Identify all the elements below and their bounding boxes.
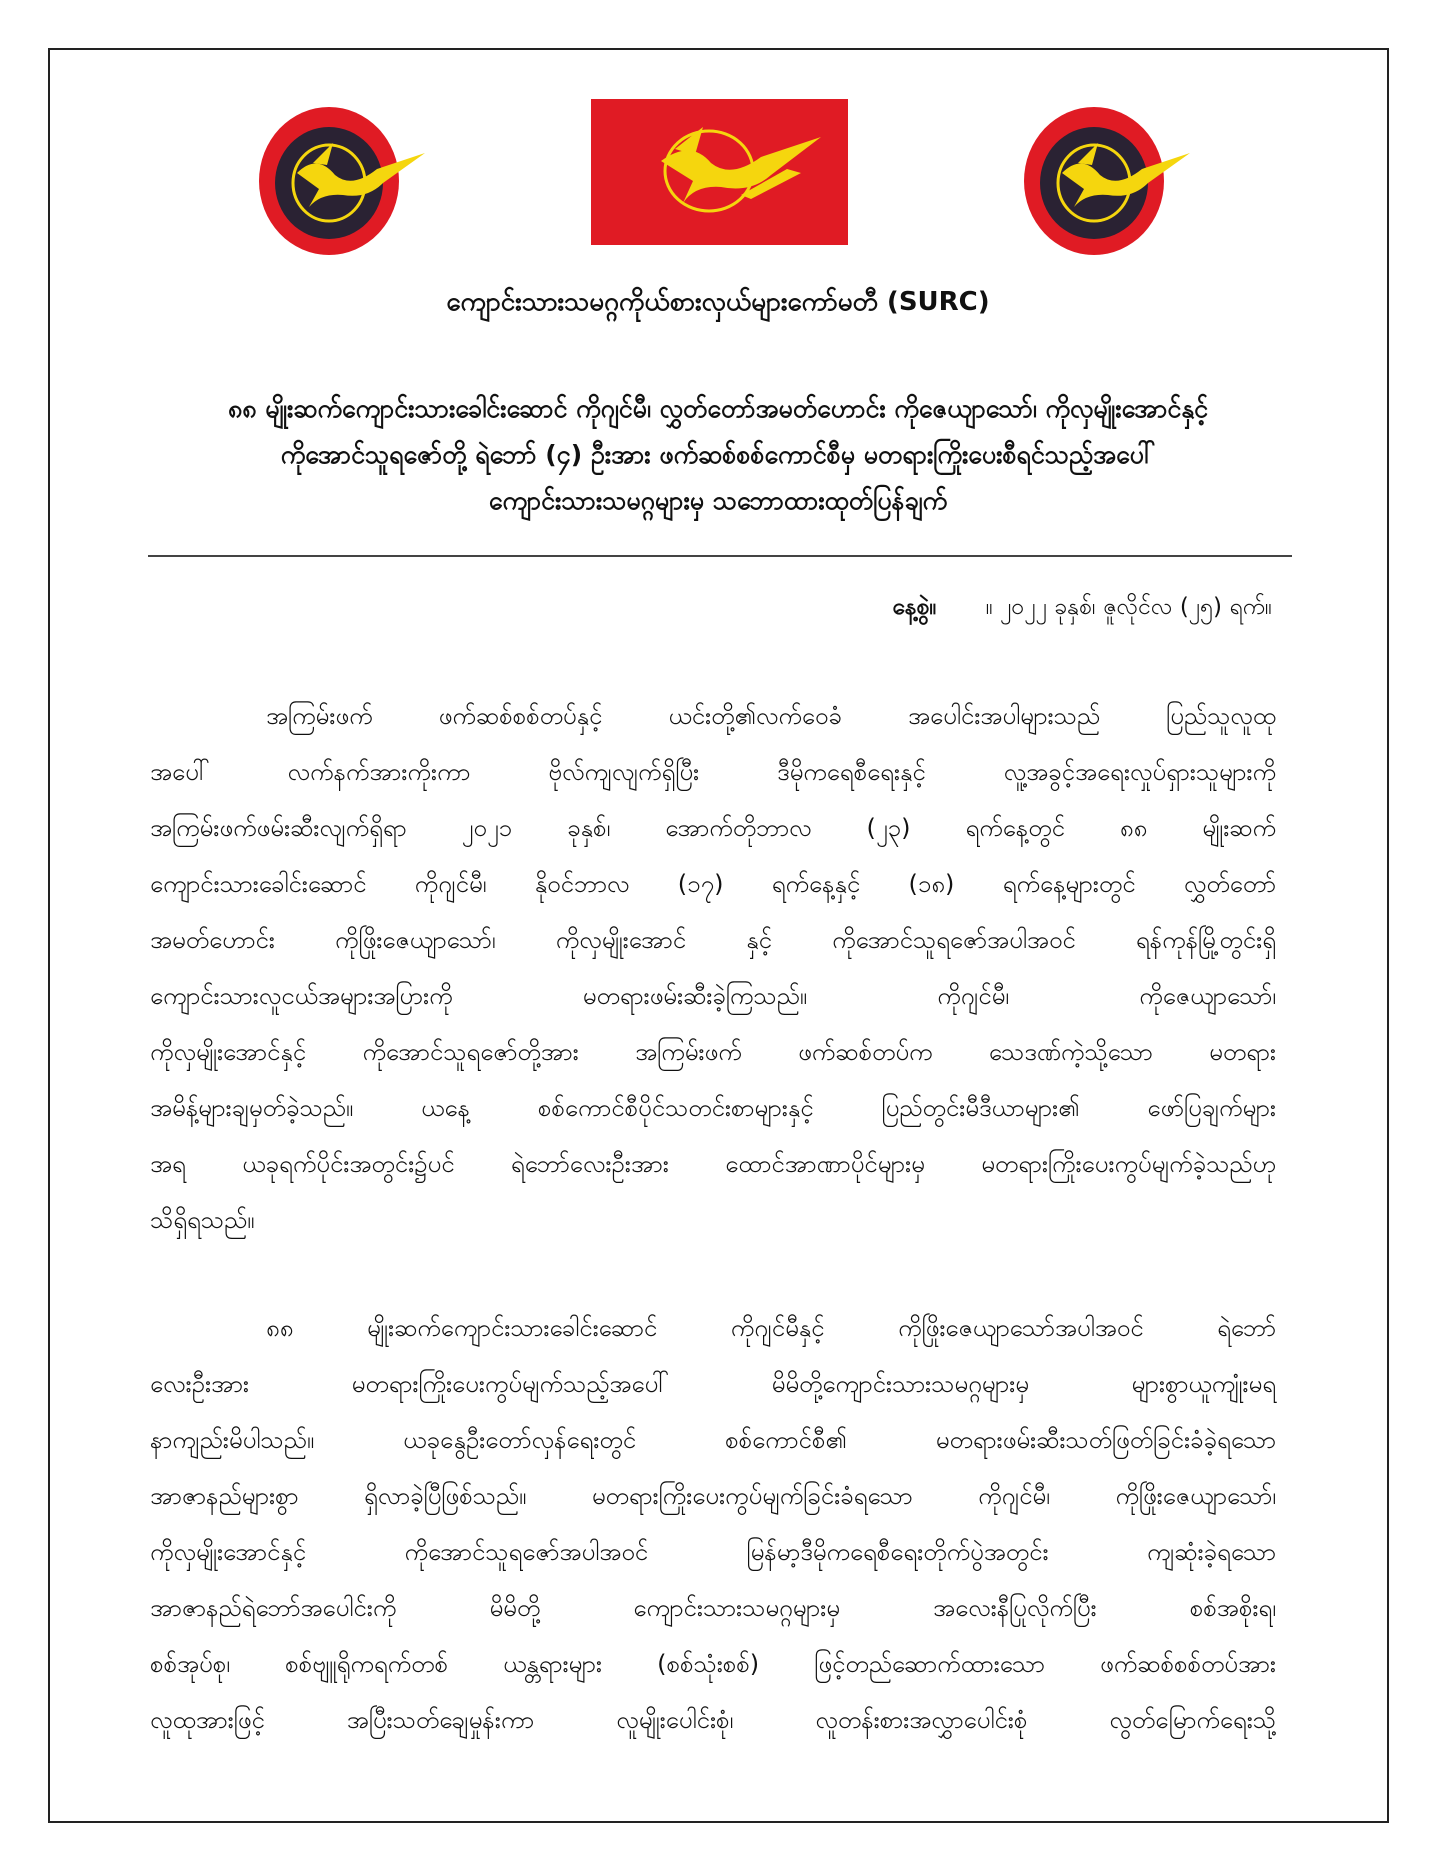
title-line: ကျောင်းသားသမဂ္ဂများမှ သဘောထားထုတ်ပြန်ချက်: [488, 486, 948, 515]
paragraph-line: အမိန့်များချမှတ်ခဲ့သည်။ ယနေ့ စစ်ကောင်စီပိုင်သတင်းစာများနှင့် ပြည်တွင်းမီဒီယာများ၏ ဖော်ပြချက်များ: [150, 1094, 1276, 1122]
paragraph-line: အပေါ် လက်နက်အားကိုးကာ ဗိုလ်ကျလျက်ရှိပြီး ဒီမိုကရေစီရေးနှင့် လူ့အခွင့်အရေးလှုပ်ရှားသူများကို: [150, 758, 1276, 786]
paragraph-line: သိရှိရသည်။: [150, 1206, 255, 1234]
paragraph-line: စစ်အုပ်စု၊ စစ်ဗျူရိုကရက်တစ် ယန္တရားများ (စစ်သုံးစစ်) ဖြင့်တည်ဆောက်ထားသော ဖက်ဆစ်စစ်တပ်အား: [150, 1650, 1276, 1678]
paragraph-1: [150, 688, 1276, 1248]
paragraph-line: အမတ်ဟောင်း ကိုဖြိုးဇေယျာသော်၊ ကိုလှမျိုးအောင် နှင့် ကိုအောင်သူရဇော်အပါအဝင် ရန်ကုန်မြို့တွင်းရှိ: [150, 926, 1276, 954]
paragraph-line: အရ ယခုရက်ပိုင်းအတွင်း၌ပင် ရဲဘော်လေးဦးအား ထောင်အာဏာပိုင်များမှ မတရားကြိုးပေးကွပ်မျက်ခဲ့သည်ဟု: [150, 1150, 1276, 1178]
paragraph-line: ၈၈ မျိုးဆက်ကျောင်းသားခေါင်းဆောင် ကိုဂျင်မီနှင့် ကိုဖြိုးဇေယျာသော်အပါအဝင် ရဲဘော်: [266, 1314, 1276, 1342]
paragraph-line: အာဇာနည်များစွာ ရှိလာခဲ့ပြီဖြစ်သည်။ မတရားကြိုးပေးကွပ်မျက်ခြင်းခံရသော ကိုဂျင်မီ၊ ကိုဖြိုးဇေယျာသော်၊: [150, 1482, 1276, 1510]
paragraph-line: လူထုအားဖြင့် အပြီးသတ်ချေမှုန်းကာ လူမျိုးပေါင်းစုံ၊ လူတန်းစားအလွှာပေါင်းစုံ လွတ်မြောက်ရေးသို့: [150, 1706, 1276, 1734]
dateline: [892, 589, 1272, 625]
paragraph-line: နာကျည်းမိပါသည်။ ယခုနွေဦးတော်လှန်ရေးတွင် စစ်ကောင်စီ၏ မတရားဖမ်းဆီးသတ်ဖြတ်ခြင်းခံခဲ့ရသော: [150, 1426, 1276, 1454]
paragraph-2: [150, 1300, 1276, 1748]
title-line: ၈၈ မျိုးဆက်ကျောင်းသားခေါင်းဆောင် ကိုဂျင်မီ၊ လွှတ်တော်အမတ်ဟောင်း ကိုဇေယျာသော်၊ ကိုလှမျိုးအောင်နှင့်: [227, 394, 1209, 423]
paragraph-line: အကြမ်းဖက်ဖမ်းဆီးလျက်ရှိရာ ၂၀၂၁ ခုနှစ်၊ အောက်တိုဘာလ (၂၃) ရက်နေ့တွင် ၈၈ မျိုးဆက်: [150, 814, 1276, 842]
paragraph-line: အကြမ်းဖက် ဖက်ဆစ်စစ်တပ်နှင့် ယင်းတို့၏လက်ဝေခံ အပေါင်းအပါများသည် ပြည်သူလူထု: [266, 702, 1276, 730]
surc-seal-logo-right: [1022, 103, 1192, 259]
paragraph-line: ကိုလှမျိုးအောင်နှင့် ကိုအောင်သူရဇော်တို့အား အကြမ်းဖက် ဖက်ဆစ်တပ်က သေဒဏ်ကဲ့သို့သော မတရား: [150, 1038, 1276, 1066]
paragraph-line: ကျောင်းသားလူငယ်အများအပြားကို မတရားဖမ်းဆီးခဲ့ကြသည်။ ကိုဂျင်မီ၊ ကိုဇေယျာသော်၊: [150, 982, 1276, 1010]
surc-flag-logo: [591, 99, 848, 245]
paragraph-line: လေးဦးအား မတရားကြိုးပေးကွပ်မျက်သည့်အပေါ် မိမိတို့ကျောင်းသားသမဂ္ဂများမှ များစွာယူကျုံးမရ: [150, 1370, 1276, 1398]
date-value: ။ ၂၀၂၂ ခုနှစ်၊ ဇူလိုင်လ (၂၅) ရက်။: [985, 594, 1272, 620]
title-line: ကိုအောင်သူရဇော်တို့ ရဲဘော် (၄) ဦးအား ဖက်ဆစ်စစ်ကောင်စီမှ မတရားကြိုးပေးစီရင်သည့်အပေါ်: [280, 440, 1156, 469]
surc-seal-logo-left: [257, 103, 427, 259]
date-label: နေ့စွဲ။: [892, 594, 937, 620]
organization-name: ကျောင်းသားသမဂ္ဂကိုယ်စားလှယ်များကော်မတီ (SURC): [446, 287, 990, 317]
paragraph-line: ကျောင်းသားခေါင်းဆောင် ကိုဂျင်မီ၊ နိုဝင်ဘာလ (၁၇) ရက်နေ့နှင့် (၁၈) ရက်နေ့များတွင် လွှတ်တော်: [150, 870, 1276, 898]
paragraph-line: အာဇာနည်ရဲဘော်အပေါင်းကို မိမိတို့ ကျောင်းသားသမဂ္ဂများမှ အလေးနီပြုလိုက်ပြီး စစ်အစိုးရ၊: [150, 1594, 1276, 1622]
title-divider: [148, 555, 1292, 557]
paragraph-line: ကိုလှမျိုးအောင်နှင့် ကိုအောင်သူရဇော်အပါအဝင် မြန်မာ့ဒီမိုကရေစီရေးတိုက်ပွဲအတွင်း ကျဆုံးခဲ့ရသော: [150, 1538, 1276, 1566]
statement-title: [148, 386, 1288, 524]
